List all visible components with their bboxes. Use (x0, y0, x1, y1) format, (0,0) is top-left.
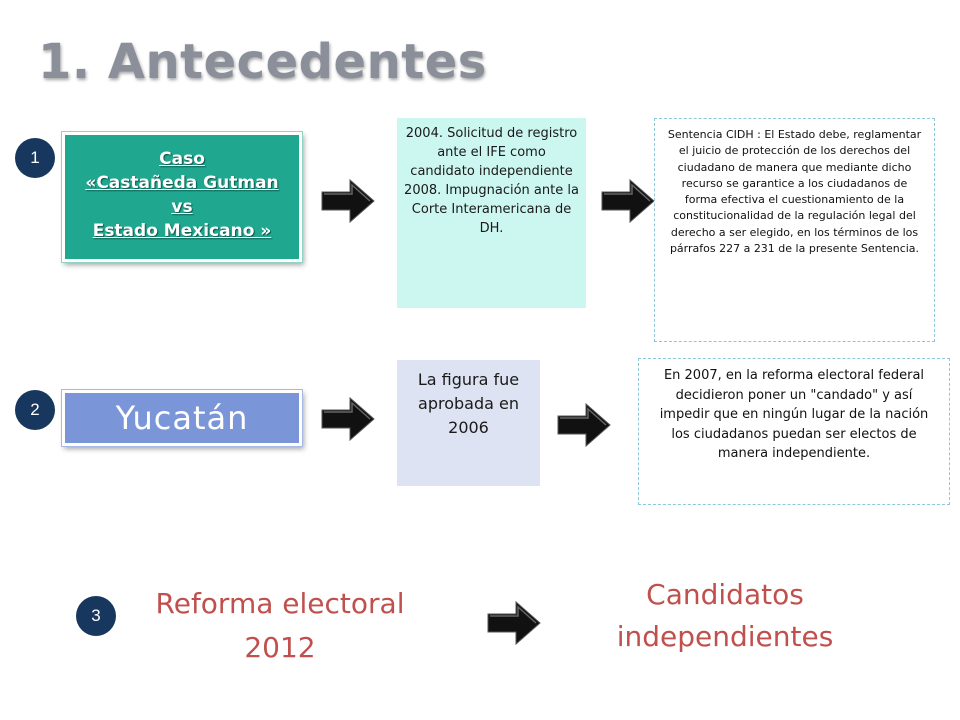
step-badge-2: 2 (15, 390, 55, 430)
sentencia-cidh-box: Sentencia CIDH : El Estado debe, reglamentar el juicio de protección de los derechos del ciudadano de manera que mediante dicho recurso se garantice a los ciudadanos de forma efectiva el cuestionamiento de la constitucionalidad de la regulación legal del derecho a ser elegido, en los términos de los párrafos 227 a 231 de la presente Sentencia. (654, 118, 935, 342)
arrow-right-icon (600, 178, 656, 224)
arrow-right-icon (556, 402, 612, 448)
arrow-right-icon (320, 178, 376, 224)
slide-title: 1. Antecedentes (38, 34, 487, 90)
reforma-2007-box: En 2007, en la reforma electoral federal decidieron poner un "candado" y así impedir que en ningún lugar de la nación los ciudadanos puedan ser electos de manera independiente. (638, 358, 950, 505)
figura-aprobada-box: La figura fue aprobada en 2006 (397, 360, 540, 486)
yucatan-box: Yucatán (62, 390, 302, 446)
case-line: Estado Mexicano » (92, 221, 272, 241)
case-line: vs (171, 197, 193, 217)
case-box (62, 132, 302, 262)
reforma-2012-text: Reforma electoral 2012 (155, 587, 405, 664)
step-badge-1: 1 (15, 138, 55, 178)
case-line: Caso (159, 149, 205, 169)
arrow-right-icon (486, 600, 542, 646)
candidatos-independientes-text: Candidatos independientes (616, 578, 834, 653)
step-badge-3: 3 (76, 596, 116, 636)
arrow-right-icon (320, 396, 376, 442)
case-line: «Castañeda Gutman (85, 173, 279, 193)
registro-ife-box: 2004. Solicitud de registro ante el IFE como candidato independiente 2008. Impugnación ante la Corte Interamericana de DH. (397, 118, 586, 308)
